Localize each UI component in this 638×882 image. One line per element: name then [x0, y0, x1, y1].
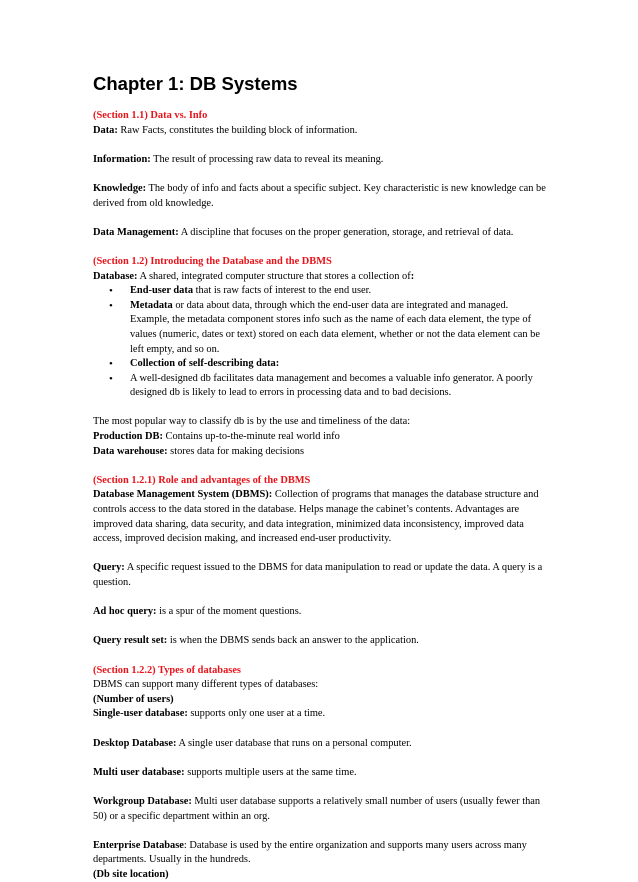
definition-desktop-database: [93, 737, 546, 752]
definition-information: [93, 153, 546, 168]
definition-text: is a spur of the moment questions.: [156, 606, 302, 618]
definition-database: [93, 270, 546, 285]
term-knowledge: Knowledge:: [93, 182, 147, 194]
definition-multi-user: [93, 766, 546, 781]
list-item: [130, 299, 546, 357]
list-item: [130, 284, 546, 299]
definition-text: : Database is used by the entire organization and supports many users across many departments. Usually in the hundreds.: [93, 839, 527, 866]
definition-text: stores data for making decisions: [167, 445, 305, 457]
definition-data-warehouse: [93, 445, 546, 460]
term-multi-user: Multi user database:: [93, 766, 185, 778]
definition-text: Collection of programs that manages the database structure and controls access to the data stored in the database. Helps manage the cabinet’s contents. Advantages are improved data sharing, data security, and data integration, minimized data inconsistency, improved data access, improved decision making, and increased end-user productivity.: [93, 489, 539, 545]
definition-text: Multi user database supports a relatively small number of users (usually fewer than 50) or a specific department within an org.: [93, 795, 541, 822]
list-item-text: A well-designed db facilitates data management and becomes a valuable info generator. A poorly designed db is likely to lead to errors in processing data and to bad decisions.: [130, 372, 533, 399]
term-data-management: Data Management:: [93, 226, 179, 238]
term-query-result-set: Query result set:: [93, 635, 168, 647]
subheading-text: (Number of users): [93, 693, 174, 705]
definition-text: The body of info and facts about a specific subject. Key characteristic is new knowledge can be derived from old knowledge.: [93, 182, 546, 209]
term-metadata: Metadata: [130, 299, 173, 311]
definition-ad-hoc-query: [93, 605, 546, 620]
term-ad-hoc-query: Ad hoc query:: [93, 606, 157, 618]
definition-text: Contains up-to-the-minute real world info: [162, 431, 340, 443]
list-item: [130, 357, 546, 372]
term-production-db: Production DB:: [93, 431, 163, 443]
colon: :: [410, 270, 415, 282]
term-end-user-data: End-user data: [130, 285, 194, 297]
term-enterprise-database: Enterprise Database: [93, 839, 184, 851]
database-bullet-list: [93, 284, 546, 401]
subheading-text: (Db site location): [93, 868, 169, 880]
definition-text: Raw Facts, constitutes the building block of information.: [117, 124, 358, 136]
section-heading-1-1: (Section 1.1) Data vs. Info: [93, 110, 208, 121]
definition-production-db: [93, 430, 546, 445]
term-information: Information:: [93, 153, 151, 165]
definition-text: A specific request issued to the DBMS for data manipulation to read or update the data. A query is a question.: [93, 562, 543, 588]
definition-text: A shared, integrated computer structure that stores a collection of: [137, 270, 411, 282]
term-query: Query:: [93, 562, 125, 574]
section-heading-1-2-2: (Section 1.2.2) Types of databases: [93, 664, 241, 676]
term-dbms: Database Management System (DBMS):: [93, 489, 273, 501]
definition-query: [93, 561, 546, 590]
section-heading-1-2-1: (Section 1.2.1) Role and advantages of the DBMS: [93, 474, 311, 486]
term-workgroup-database: Workgroup Database:: [93, 795, 192, 807]
types-intro: DBMS can support many different types of databases:: [93, 679, 319, 691]
definition-query-result-set: [93, 634, 546, 649]
list-item-text: that is raw facts of interest to the end user.: [193, 285, 372, 297]
definition-text: A single user database that runs on a personal computer.: [176, 737, 412, 749]
term-single-user: Single-user database:: [93, 708, 188, 720]
definition-knowledge: [93, 182, 546, 211]
list-item: [130, 372, 546, 401]
section-heading-1-2: (Section 1.2) Introducing the Database and the DBMS: [93, 255, 332, 267]
definition-dbms: [93, 488, 546, 546]
subheading-db-site-location: [93, 868, 546, 882]
term-database: Database:: [93, 270, 138, 282]
definition-workgroup-database: [93, 795, 546, 824]
classify-text: The most popular way to classify db is by the use and timeliness of the data:: [93, 416, 411, 428]
term-self-describing: Collection of self-describing data:: [130, 358, 280, 370]
definition-text: A discipline that focuses on the proper generation, storage, and retrieval of data.: [178, 226, 514, 238]
definition-single-user: [93, 707, 546, 722]
subheading-number-of-users: [93, 693, 546, 708]
definition-text: supports only one user at a time.: [187, 708, 326, 720]
definition-data: [93, 124, 546, 139]
definition-text: The result of processing raw data to reveal its meaning.: [150, 153, 384, 165]
page-title: Chapter 1: DB Systems: [93, 73, 298, 94]
term-data: Data:: [93, 124, 118, 136]
definition-text: is when the DBMS sends back an answer to the application.: [167, 635, 419, 647]
definition-enterprise-database: [93, 839, 546, 868]
definition-data-management: [93, 226, 546, 241]
term-desktop-database: Desktop Database:: [93, 737, 177, 749]
term-data-warehouse: Data warehouse:: [93, 445, 168, 457]
list-item-text: or data about data, through which the end-user data are integrated and managed. Example, the metadata component stores info such as the name of each data element, the type of values (numeric, dates or text) stored on each data element, whether or not the data element can be left empty, and so on.: [130, 299, 540, 355]
definition-text: supports multiple users at the same time.: [184, 766, 357, 778]
